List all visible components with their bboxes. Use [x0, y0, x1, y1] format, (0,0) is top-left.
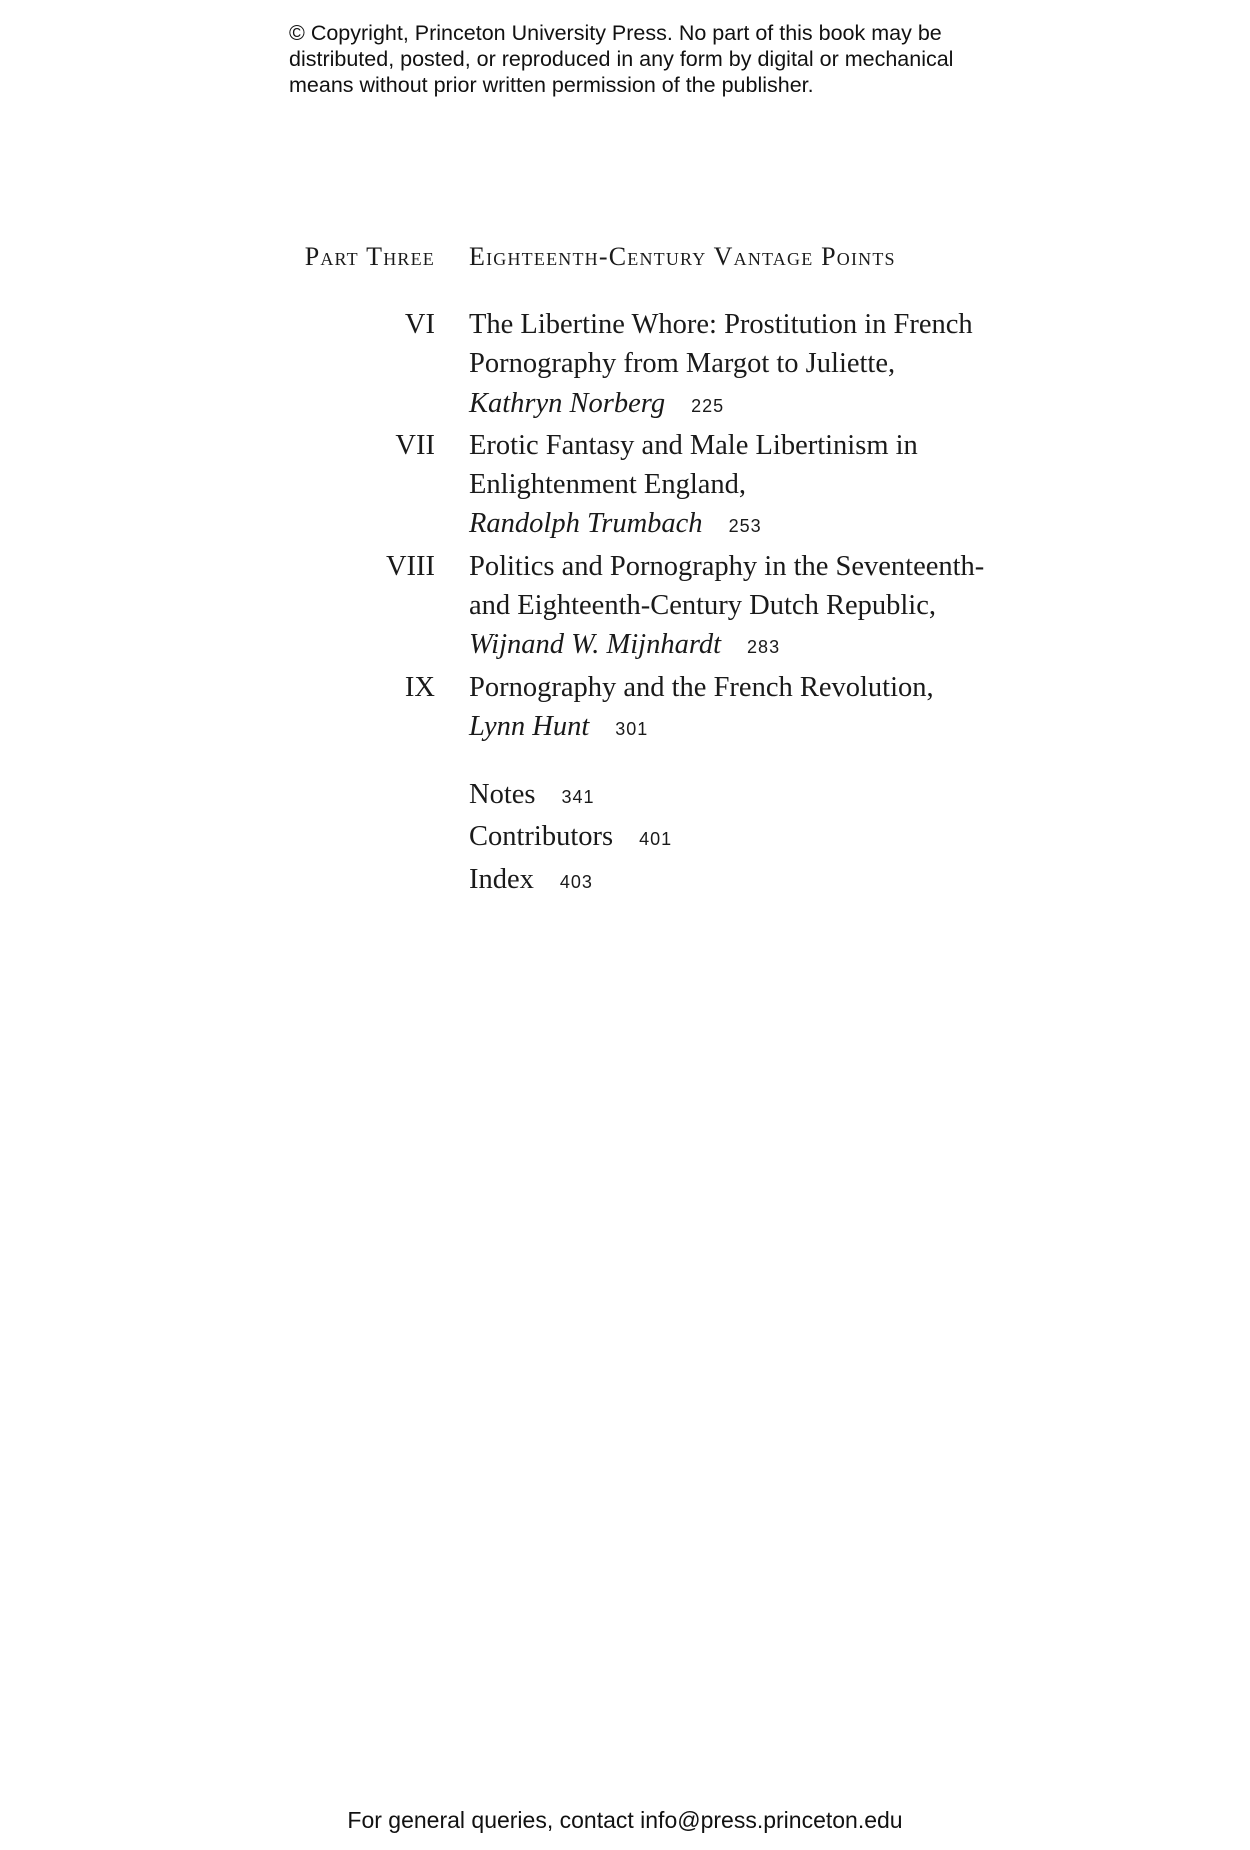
toc-entry-chapter-vii	[0, 426, 1250, 547]
chapter-numeral: VII	[395, 429, 435, 461]
toc-entry-chapter-vi	[0, 305, 1250, 426]
part-heading	[0, 242, 1250, 282]
chapter-author-line	[469, 625, 1029, 667]
back-matter-label: Notes	[469, 779, 536, 810]
chapter-numeral: VI	[404, 309, 435, 340]
chapter-page-number: 283	[747, 637, 781, 658]
part-title: Eighteenth-Century Vantage Points	[469, 242, 896, 271]
chapter-author-line	[469, 384, 1029, 426]
chapter-author: Lynn Hunt	[469, 710, 590, 742]
chapter-entry-text	[469, 426, 1029, 547]
chapter-title-line: Pornography from Margot to Juliette,	[469, 348, 896, 380]
chapter-author: Kathryn Norberg	[469, 387, 666, 419]
footer-contact: For general queries, contact info@press.princeton.edu	[347, 1807, 903, 1833]
chapter-title-line: Enlightenment England,	[469, 469, 747, 501]
back-matter-item-notes	[469, 775, 672, 817]
back-matter-label: Index	[469, 863, 534, 895]
copyright-line: distributed, posted, or reproduced in any form by digital or mechanical	[289, 47, 954, 71]
chapter-title-line: and Eighteenth-Century Dutch Republic,	[469, 590, 936, 622]
back-matter-item-index	[469, 860, 672, 902]
back-matter-page-number: 401	[639, 829, 673, 850]
chapter-entry-text	[469, 668, 1029, 750]
table-of-contents	[0, 305, 1250, 749]
chapter-author: Randolph Trumbach	[469, 508, 703, 540]
copyright-line: © Copyright, Princeton University Press. No part of this book may be	[289, 21, 942, 45]
chapter-author-line	[469, 504, 1029, 546]
back-matter-list	[469, 775, 672, 902]
toc-entry-chapter-viii	[0, 547, 1250, 668]
chapter-title-line: Pornography and the French Revolution,	[469, 671, 934, 703]
chapter-numeral: VIII	[385, 550, 435, 582]
chapter-title-line: Politics and Pornography in the Seventeenth-	[469, 550, 985, 582]
copyright-notice	[289, 20, 1049, 98]
chapter-author-line	[469, 707, 1029, 749]
chapter-title-line: The Libertine Whore: Prostitution in French	[469, 309, 973, 340]
chapter-entry-text	[469, 547, 1029, 668]
copyright-line: means without prior written permission of the publisher.	[289, 73, 814, 97]
chapter-title-line: Erotic Fantasy and Male Libertinism in	[469, 429, 918, 461]
back-matter-label: Contributors	[469, 821, 614, 853]
toc-entry-chapter-ix	[0, 668, 1250, 750]
chapter-author: Wijnand W. Mijnhardt	[469, 629, 722, 661]
chapter-entry-text	[469, 305, 1029, 426]
chapter-page-number: 301	[615, 718, 649, 739]
part-label: Part Three	[304, 242, 435, 271]
chapter-numeral: IX	[404, 671, 435, 703]
back-matter-page-number: 403	[559, 871, 593, 892]
chapter-page-number: 253	[728, 516, 762, 537]
back-matter-page-number: 341	[561, 787, 595, 807]
chapter-page-number: 225	[691, 395, 725, 416]
back-matter-item-contributors	[469, 817, 672, 859]
